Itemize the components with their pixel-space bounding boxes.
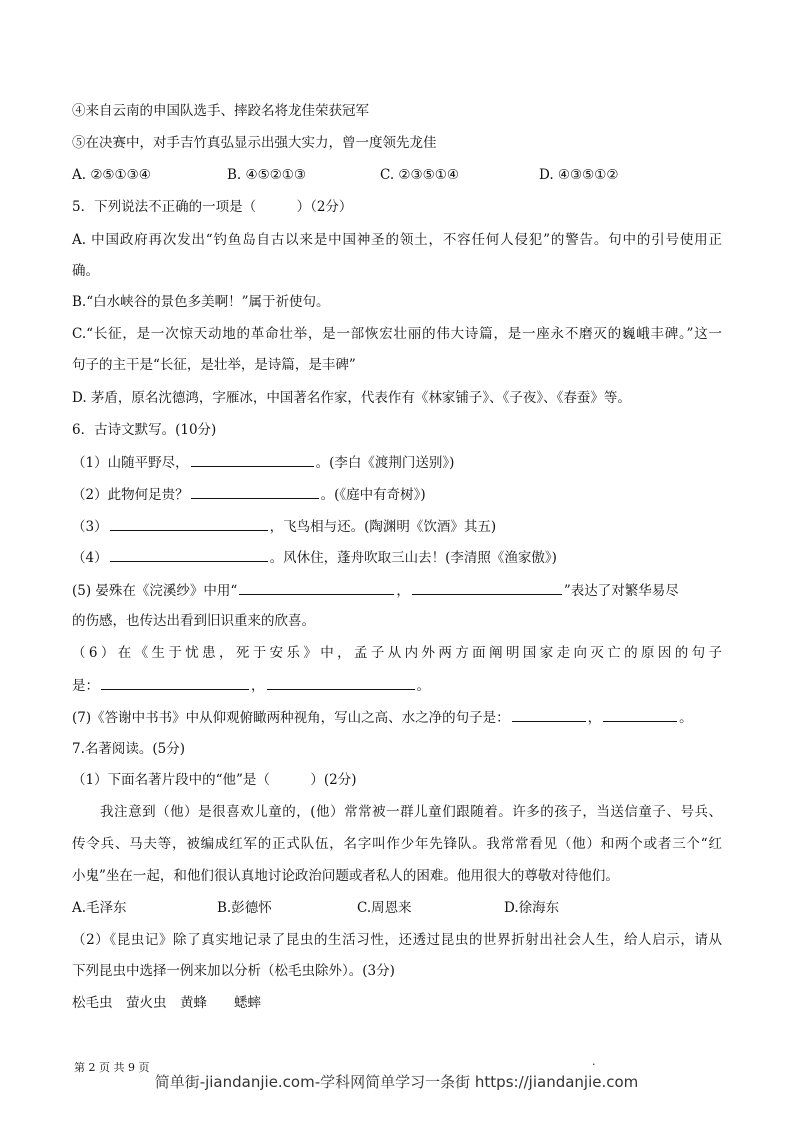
q5-option-c-line2: 句子的主干是“长征，是壮举，是诗篇，是丰碑” bbox=[72, 357, 356, 373]
q6-line-6b-mid: ， bbox=[251, 678, 265, 694]
q6-line-3-suffix: ，飞鸟相与还。(陶渊明《饮酒》其五) bbox=[269, 519, 497, 535]
answer-blank[interactable] bbox=[110, 547, 268, 562]
q5-option-d: D. 茅盾，原名沈德鸿，字雁冰，中国著名作家，代表作有《林家铺子》、《子夜》、《春蚕》等。 bbox=[72, 390, 631, 406]
q6-line-5b: 的伤感，也传达出看到旧识重来的欣喜。 bbox=[72, 613, 315, 629]
q6-line-7-prefix: (7)《答谢中书书》中从仰观俯瞰两种视角，写山之高、水之净的句子是： bbox=[72, 710, 510, 726]
q6-line-7 bbox=[72, 707, 722, 728]
q5-option-b: B.“白水峡谷的景色多美啊！”属于祈使句。 bbox=[72, 294, 330, 310]
q6-line-5-suffix: ”表达了对繁华易尽 bbox=[563, 583, 679, 599]
answer-blank[interactable] bbox=[267, 675, 415, 690]
answer-blank[interactable] bbox=[191, 452, 314, 467]
answer-blank[interactable] bbox=[239, 580, 394, 595]
q6-line-3 bbox=[72, 516, 722, 537]
q4-option-b: B. ④⑤②①③ bbox=[227, 167, 307, 183]
q7-sub-2-line1: （2）《昆虫记》除了真实地记录了昆虫的生活习性，还透过昆虫的世界折射出社会人生，给人启示，请从 bbox=[72, 932, 722, 948]
q7-stem: 7.名著阅读。(5分) bbox=[72, 741, 186, 757]
q4-option-c: C. ②③⑤①④ bbox=[380, 167, 459, 183]
q7-option-a: A.毛泽东 bbox=[72, 900, 127, 916]
q5-stem: 5．下列说法不正确的一项是（ ）（2分） bbox=[72, 199, 353, 215]
footer-dot: . bbox=[592, 1055, 596, 1068]
q6-line-2-suffix: 。(《庭中有奇树》) bbox=[320, 487, 426, 503]
q6-line-5-mid: ， bbox=[396, 583, 410, 599]
q6-stem: 6．古诗文默写。(10分) bbox=[72, 422, 217, 438]
q6-line-1-prefix: （1）山随平野尽， bbox=[72, 455, 189, 471]
q6-line-6a: （6）在《生于忧患，死于安乐》中，孟子从内外两方面阐明国家走向灭亡的原因的句子 bbox=[72, 645, 722, 661]
q4-item-5: ⑤在决赛中，对手吉竹真弘显示出强大实力，曾一度领先龙佳 bbox=[72, 135, 437, 151]
answer-blank[interactable] bbox=[512, 707, 586, 722]
q4-option-a: A. ②⑤①③④ bbox=[72, 167, 151, 183]
page-number: 第 2 页 共 9 页 bbox=[74, 1061, 150, 1074]
answer-blank[interactable] bbox=[603, 707, 677, 722]
answer-blank[interactable] bbox=[110, 516, 268, 531]
q7-passage-line3: 小鬼”坐在一起，和他们很认真地讨论政治问题或者私人的困难。他用很大的尊敬对待他们。 bbox=[72, 868, 619, 884]
q7-passage-line1: 我注意到（他）是很喜欢儿童的，(他）常常被一群儿童们跟随着。许多的孩子，当送信童子、号兵、 bbox=[72, 804, 722, 820]
q5-option-c-line1: C.“长征，是一次惊天动地的革命壮举，是一部恢宏壮丽的伟大诗篇，是一座永不磨灭的巍峨丰碑。”这一 bbox=[72, 326, 722, 342]
q7-option-d: D.徐海东 bbox=[504, 900, 560, 916]
q6-line-6b bbox=[72, 675, 722, 696]
q6-line-5 bbox=[72, 580, 722, 601]
q6-line-2 bbox=[72, 484, 722, 505]
q7-sub-2-line2: 下列昆虫中选择一例来加以分析（松毛虫除外）。(3分) bbox=[72, 963, 395, 979]
q6-line-7-mid: ， bbox=[587, 710, 602, 726]
q6-line-1-suffix: 。(李白《渡荆门送别》) bbox=[315, 455, 455, 471]
q6-line-3-prefix: （3） bbox=[72, 519, 108, 535]
q5-option-a-line2: 确。 bbox=[72, 263, 99, 279]
q7-option-b: B.彭德怀 bbox=[217, 900, 272, 916]
q6-line-4-prefix: （4） bbox=[72, 550, 108, 566]
answer-blank[interactable] bbox=[101, 675, 249, 690]
q6-line-4-suffix: 。风休住，蓬舟吹取三山去！(李清照《渔家傲》) bbox=[269, 550, 557, 566]
q5-option-a-line1: A. 中国政府再次发出“钓鱼岛自古以来是中国神圣的领土，不容任何人侵犯”的警告。句中的引号使用正 bbox=[72, 232, 722, 248]
q6-line-1 bbox=[72, 452, 722, 473]
q4-option-d: D. ④③⑤①② bbox=[539, 167, 619, 183]
q7-passage-line2: 传令兵、马夫等，被编成红军的正式队伍，名字叫作少年先锋队。我常常看见（他）和两个或者三个“红 bbox=[72, 836, 722, 852]
q7-option-c: C.周恩来 bbox=[357, 900, 412, 916]
q6-line-7-suffix: 。 bbox=[679, 710, 693, 726]
q7-sub-1: （1）下面名著片段中的“他”是（ ）(2分) bbox=[72, 772, 357, 788]
q6-line-5-prefix: (5) 晏殊在《浣溪纱》中用“ bbox=[72, 583, 238, 599]
q7-insect-list: 松毛虫 萤火虫 黄蜂 蟋蟀 bbox=[72, 995, 261, 1011]
watermark-text: 简单街-jiandanjie.com-学科网简单学习一条街 https://jiandanjie.com bbox=[154, 1073, 639, 1091]
q6-line-6b-suffix: 。 bbox=[416, 678, 430, 694]
q4-item-4: ④来自云南的申国队选手、摔跤名将龙佳荣获冠军 bbox=[72, 103, 369, 119]
answer-blank[interactable] bbox=[412, 580, 562, 595]
q6-line-6b-prefix: 是： bbox=[72, 678, 99, 694]
q6-line-4 bbox=[72, 547, 722, 568]
q6-line-2-prefix: （2）此物何足贵？ bbox=[72, 487, 189, 503]
answer-blank[interactable] bbox=[191, 484, 319, 499]
